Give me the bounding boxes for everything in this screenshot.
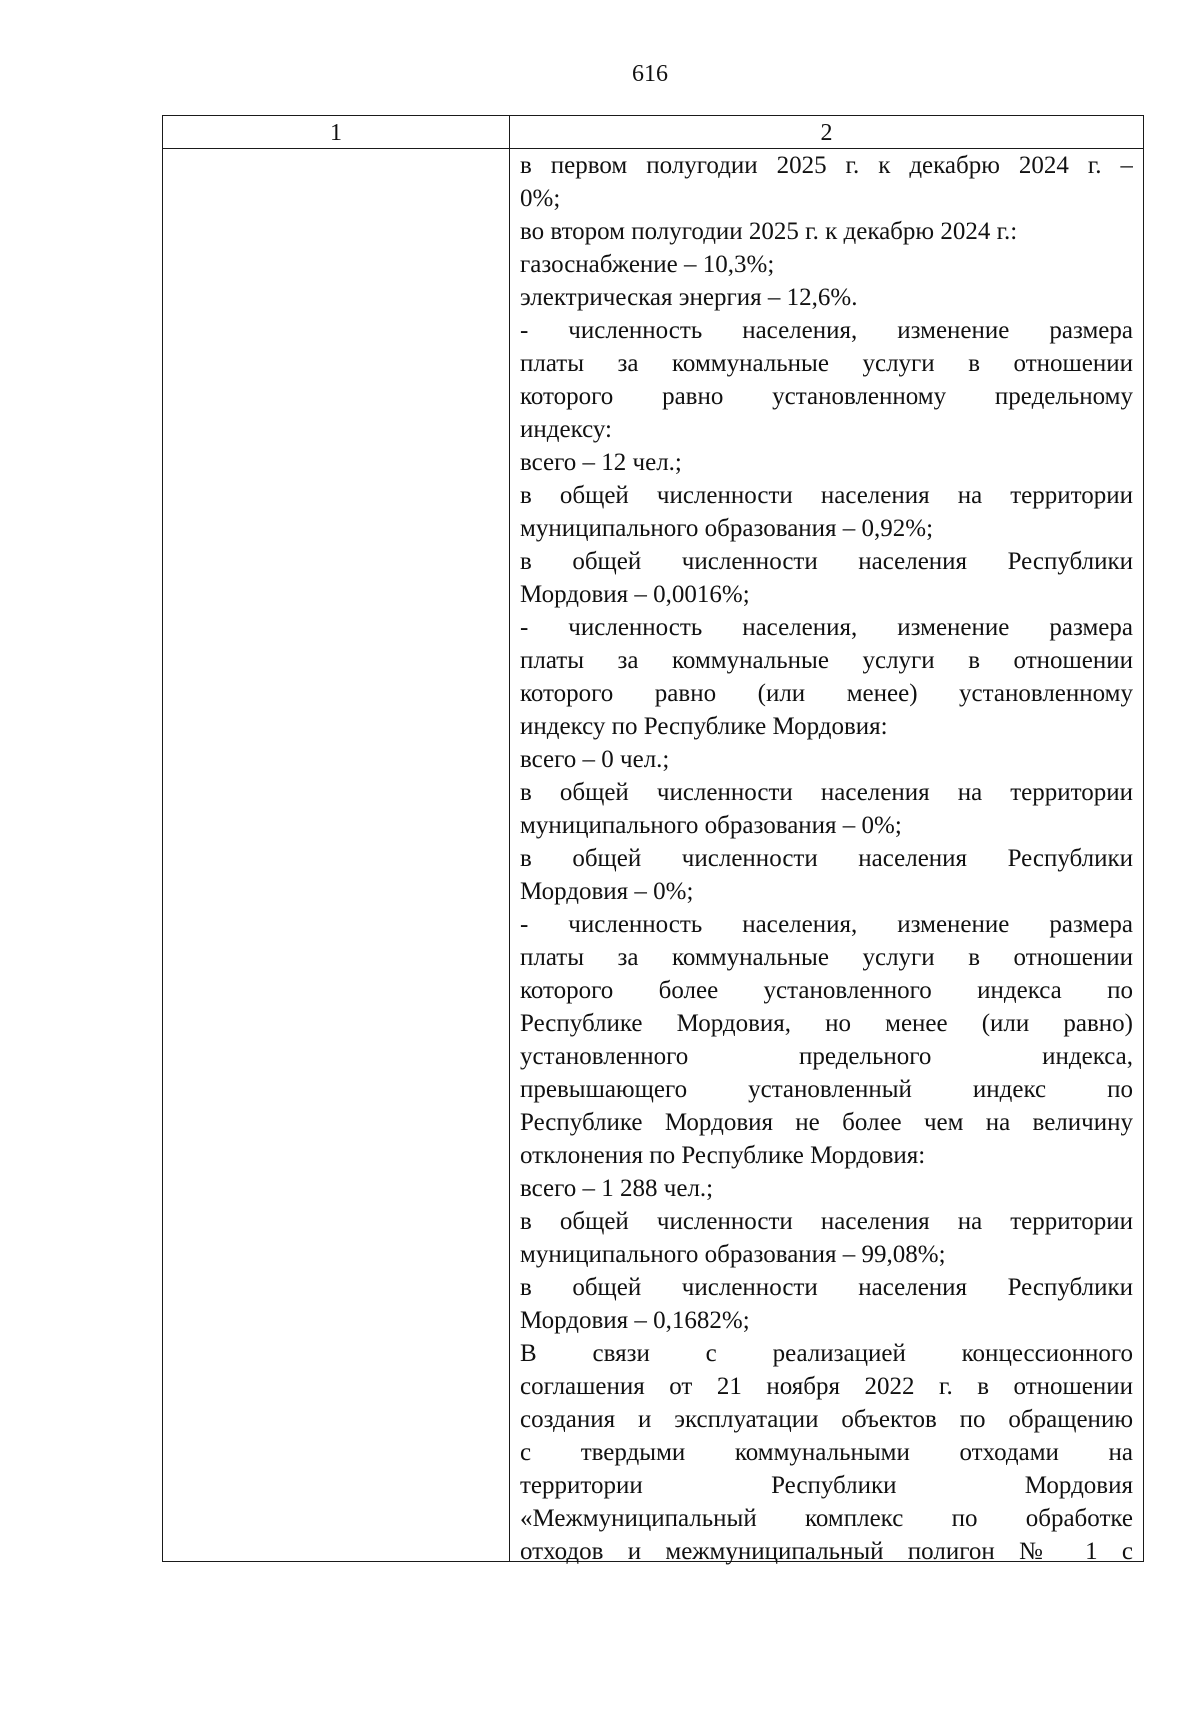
- text-line: индексу по Республике Мордовия:: [520, 713, 888, 740]
- text-line: «Межмуниципальный комплекс по обработке: [520, 1505, 1133, 1532]
- text-line: отходов и межмуниципальный полигон № 1 с: [520, 1538, 1133, 1565]
- text-line: в общей численности населения Республики: [520, 548, 1133, 575]
- text-line: в общей численности населения на территории: [520, 1208, 1133, 1235]
- text-line: платы за коммунальные услуги в отношении: [520, 647, 1133, 674]
- text-line: превышающего установленный индекс по: [520, 1076, 1133, 1103]
- text-line: Мордовия – 0%;: [520, 878, 694, 905]
- text-line: с твердыми коммунальными отходами на: [520, 1439, 1133, 1466]
- text-line: Мордовия – 0,1682%;: [520, 1307, 750, 1334]
- text-line: в первом полугодии 2025 г. к декабрю 2024 г. –: [520, 152, 1133, 179]
- text-line: - численность населения, изменение размера: [520, 614, 1133, 641]
- column-2-cell: [510, 149, 1143, 1565]
- table-header-row: [163, 116, 1143, 149]
- text-line: в общей численности населения Республики: [520, 1274, 1133, 1301]
- text-line: - численность населения, изменение размера: [520, 911, 1133, 938]
- text-line: территории Республики Мордовия: [520, 1472, 1133, 1499]
- text-line: которого равно (или менее) установленному: [520, 680, 1133, 707]
- text-line: платы за коммунальные услуги в отношении: [520, 944, 1133, 971]
- text-line: платы за коммунальные услуги в отношении: [520, 350, 1133, 377]
- text-line: отклонения по Республике Мордовия:: [520, 1142, 926, 1169]
- text-line: всего – 0 чел.;: [520, 746, 670, 773]
- text-line: электрическая энергия – 12,6%.: [520, 284, 858, 311]
- text-line: в общей численности населения Республики: [520, 845, 1133, 872]
- text-line: Мордовия – 0,0016%;: [520, 581, 750, 608]
- text-line: всего – 1 288 чел.;: [520, 1175, 714, 1202]
- text-line: муниципального образования – 99,08%;: [520, 1241, 946, 1268]
- text-line: муниципального образования – 0%;: [520, 812, 902, 839]
- text-line: индексу:: [520, 416, 612, 443]
- text-line: во втором полугодии 2025 г. к декабрю 2024 г.:: [520, 218, 1018, 245]
- text-line: Республике Мордовия, но менее (или равно): [520, 1010, 1133, 1037]
- text-line: в общей численности населения на территории: [520, 482, 1133, 509]
- text-line: создания и эксплуатации объектов по обращению: [520, 1406, 1133, 1433]
- text-line: В связи с реализацией концессионного: [520, 1340, 1133, 1367]
- text-line: газоснабжение – 10,3%;: [520, 251, 775, 278]
- column-1-header: 1: [330, 120, 342, 146]
- text-line: Республике Мордовия не более чем на величину: [520, 1109, 1133, 1136]
- column-1-cell: [163, 149, 509, 1561]
- document-table: [162, 115, 1144, 1565]
- column-2-header: 2: [820, 120, 833, 146]
- text-line: которого равно установленному предельному: [520, 383, 1133, 410]
- text-line: установленного предельного индекса,: [520, 1043, 1133, 1070]
- text-line: в общей численности населения на территории: [520, 779, 1133, 806]
- text-line: 0%;: [520, 185, 561, 212]
- text-line: всего – 12 чел.;: [520, 449, 682, 476]
- text-line: соглашения от 21 ноября 2022 г. в отношении: [520, 1373, 1133, 1400]
- page-number: 616: [632, 61, 668, 87]
- text-line: муниципального образования – 0,92%;: [520, 515, 934, 542]
- text-line: которого более установленного индекса по: [520, 977, 1133, 1004]
- text-line: - численность населения, изменение размера: [520, 317, 1133, 344]
